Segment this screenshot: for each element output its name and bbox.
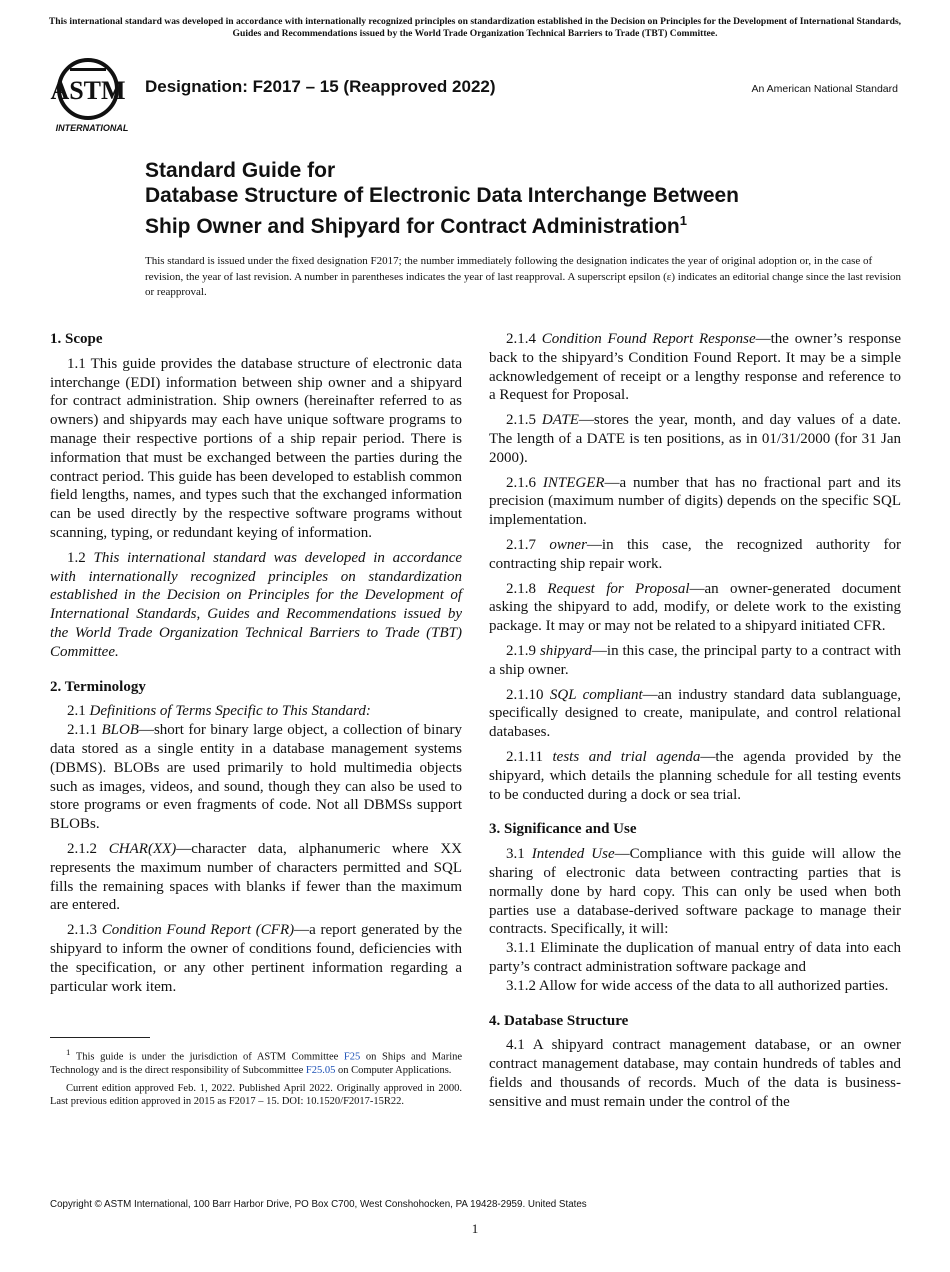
title-footnote-marker: 1 xyxy=(679,213,687,228)
paragraph-2-1-4 xyxy=(489,330,901,405)
astm-logo xyxy=(50,56,136,134)
paragraph-2-1-6 xyxy=(489,474,901,530)
paragraph-2-1-9 xyxy=(489,642,901,680)
definition: —an industry standard data sublanguage, specifically designed to create, manipulate, and control relational databases. xyxy=(489,686,901,741)
paragraph-2-1-2 xyxy=(50,840,462,915)
term: Intended Use xyxy=(531,846,615,863)
section-number: 2.1.7 xyxy=(506,536,536,553)
term: Condition Found Report Response xyxy=(541,331,756,347)
term: DATE xyxy=(541,412,579,429)
paragraph-1-2 xyxy=(50,549,462,662)
title-line-1: Standard Guide for xyxy=(145,159,336,182)
term: shipyard xyxy=(539,642,592,659)
section-number: 2.1.4 xyxy=(506,331,536,347)
term: INTEGER xyxy=(542,474,605,491)
terminology-heading: 2. Terminology xyxy=(50,678,146,695)
paragraph-2-1-8 xyxy=(489,580,901,636)
paragraph-2-1 xyxy=(50,702,462,721)
american-national-standard: An American National Standard xyxy=(751,83,898,95)
definition: —short for binary large object, a collection of binary data stored as a single entity in a database management systems (DBMS). BLOBs are used primarily to hold multimedia objects such as images, videos, and sound, though they can also be used to store programs or even fragments of code. Not all DBMSs support BLOBs. xyxy=(50,722,463,833)
international-standard-notice: This international standard was developed in accordance with internationally recognized principles on standardization established in the Decision on Principles for the Development of International Standards, Guides and Recommendations issued by the World Trade Organization Technical Barriers to Trade (TBT) Committee. xyxy=(48,16,902,39)
term: Condition Found Report (CFR) xyxy=(101,922,295,939)
significance-heading: 3. Significance and Use xyxy=(489,821,637,838)
section-number: 2.1.8 xyxy=(506,580,536,597)
title-line-2: Database Structure of Electronic Data Interchange Between xyxy=(145,184,739,207)
document-title xyxy=(145,158,905,239)
section-number: 2.1 xyxy=(67,703,86,720)
designation: Designation: F2017 – 15 (Reapproved 2022) xyxy=(145,77,496,96)
definition: —the owner’s response back to the shipyard’s Condition Found Report. It may be a simple acknowledgement of receipt or a lengthy response and reference to a Request for Proposal. xyxy=(489,331,901,404)
paragraph-2-1-11 xyxy=(489,748,901,804)
footnote-text: on Computer Applications. xyxy=(337,1065,452,1076)
scope-heading: 1. Scope xyxy=(50,331,103,347)
section-number: 2.1.6 xyxy=(506,474,536,491)
term: tests and trial agenda xyxy=(552,748,701,765)
definition: —in this case, the principal party to a contract with a ship owner. xyxy=(489,642,902,678)
subcommittee-f25-05-link[interactable]: F25.05 xyxy=(305,1065,336,1076)
definition: —a number that has no fractional part and its precision (maximum number of digits) depends on the specific SQL implementation. xyxy=(489,474,901,529)
definition: —Compliance with this guide will allow the sharing of electronic data between contracting parties that is normally done by hard copy. This can only be used when both parties use a database-derived software package to manage their contracts. Specifically, it will: xyxy=(489,846,901,938)
term: SQL compliant xyxy=(549,686,643,703)
footnotes xyxy=(50,1046,462,1113)
term: CHAR(XX) xyxy=(108,840,177,857)
paragraph-1-1: 1.1 This guide provides the database structure of electronic data interchange (EDI) information between ship owner and a shipyard for contract administration. Ship owners (hereinafter referred to as owners) and shipyards may each have unique software programs to manage their respective portions of a ship repair period. There is information that must be exchanged between the parties during the contract period. This guide has been developed to establish common field lengths, names, and types such that the exchanged information can be used directly by the respective software programs without scanning, typing, or redundant keying of information. xyxy=(50,355,462,541)
footnote-marker: 1 xyxy=(66,1047,71,1057)
title-line-3-text: Ship Owner and Shipyard for Contract Administration xyxy=(145,215,680,238)
section-number: 2.1.10 xyxy=(506,686,544,703)
logo-wordmark: INTERNATIONAL xyxy=(55,123,129,133)
right-column xyxy=(489,330,901,1117)
term: BLOB xyxy=(101,722,139,739)
paragraph-2-1-10 xyxy=(489,686,901,742)
section-number: 2.1.2 xyxy=(67,840,97,857)
issued-note: This standard is issued under the fixed designation F2017; the number immediately following the designation indicates the year of original adoption or, in the case of revision, the year of last revision. A number in parentheses indicates the year of last reapproval. A superscript epsilon (ε) indicates an editorial change since the last revision or reapproval. xyxy=(145,255,902,298)
definition: —an owner-generated document asking the shipyard to add, modify, or delete work to the existing package. It may or may not be related to a shipyard initiated CFR. xyxy=(489,580,902,635)
section-number: 2.1.9 xyxy=(506,642,536,659)
section-number: 2.1.5 xyxy=(506,412,536,429)
left-column xyxy=(50,330,462,1002)
footnote-1 xyxy=(50,1046,462,1078)
section-number: 2.1.1 xyxy=(67,722,97,739)
title-line-3 xyxy=(145,208,905,239)
footnote-rule xyxy=(50,1037,150,1038)
definition: —the agenda provided by the shipyard, which details the planning schedule for all testing events to be conducted during a dock or sea trial. xyxy=(489,748,901,803)
svg-text:ASTM: ASTM xyxy=(50,76,126,105)
paragraph-1-2-text: This international standard was developed in accordance with internationally recognized principles on standardization established in the Decision on Principles for the Development of International Standards, Guides and Recommendations issued by the World Trade Organization Technical Barriers to Trade (TBT) Committee. xyxy=(50,549,463,660)
paragraph-2-1-5 xyxy=(489,411,901,467)
section-number: 1.2 xyxy=(67,549,86,566)
paragraph-3-1-2: 3.1.2 Allow for wide access of the data to all authorized parties. xyxy=(506,977,889,994)
definition: —character data, alphanumeric where XX represents the maximum number of characters permitted and SQL fills the remaining spaces with blanks if fewer than the maximum are entered. xyxy=(50,840,462,914)
definition: —a report generated by the shipyard to inform the owner of conditions found, deficiencies with the specification, or any other pertinent information regarding a particular work item. xyxy=(50,922,463,995)
paragraph-3-1 xyxy=(489,845,901,939)
page-number: 1 xyxy=(471,1221,479,1236)
copyright: Copyright © ASTM International, 100 Barr Harbor Drive, PO Box C700, West Conshohocken, PA 19428-2959. United States xyxy=(50,1199,587,1210)
footnote-text: on Ships and Marine Technology and is the direct responsibility of Subcommittee xyxy=(50,1051,463,1076)
paragraph-4-1: 4.1 A shipyard contract management database, or an owner contract management database, may contain hundreds of tables and fields and thousands of records. Much of the data is business-sensitive and must remain under the control of the xyxy=(489,1037,901,1110)
section-number: 2.1.3 xyxy=(67,922,97,939)
term: Request for Proposal xyxy=(547,580,690,597)
section-number: 3.1 xyxy=(506,846,525,863)
definition: —stores the year, month, and day values of a date. The length of a DATE is ten positions, as in 01/31/2000 (for 31 Jan 2000). xyxy=(489,412,902,466)
paragraph-2-1-7 xyxy=(489,536,901,574)
term: Definitions of Terms Specific to This Standard: xyxy=(89,703,371,720)
definition: —in this case, the recognized authority for contracting ship repair work. xyxy=(489,536,901,572)
footnote-edition: Current edition approved Feb. 1, 2022. Published April 2022. Originally approved in 2000. Last previous edition approved in 2015 as F2017 – 15. DOI: 10.1520/F2017-15R22. xyxy=(50,1082,462,1107)
paragraph-2-1-1 xyxy=(50,721,462,834)
footnote-text: This guide is under the jurisdiction of ASTM Committee xyxy=(75,1051,339,1063)
paragraph-2-1-3 xyxy=(50,921,462,996)
term: owner xyxy=(549,536,587,553)
section-number: 2.1.11 xyxy=(506,748,543,765)
committee-f25-link[interactable]: F25 xyxy=(343,1051,361,1063)
paragraph-3-1-1: 3.1.1 Eliminate the duplication of manual entry of data into each party’s contract administration software package and xyxy=(489,940,901,975)
database-structure-heading: 4. Database Structure xyxy=(489,1012,629,1029)
